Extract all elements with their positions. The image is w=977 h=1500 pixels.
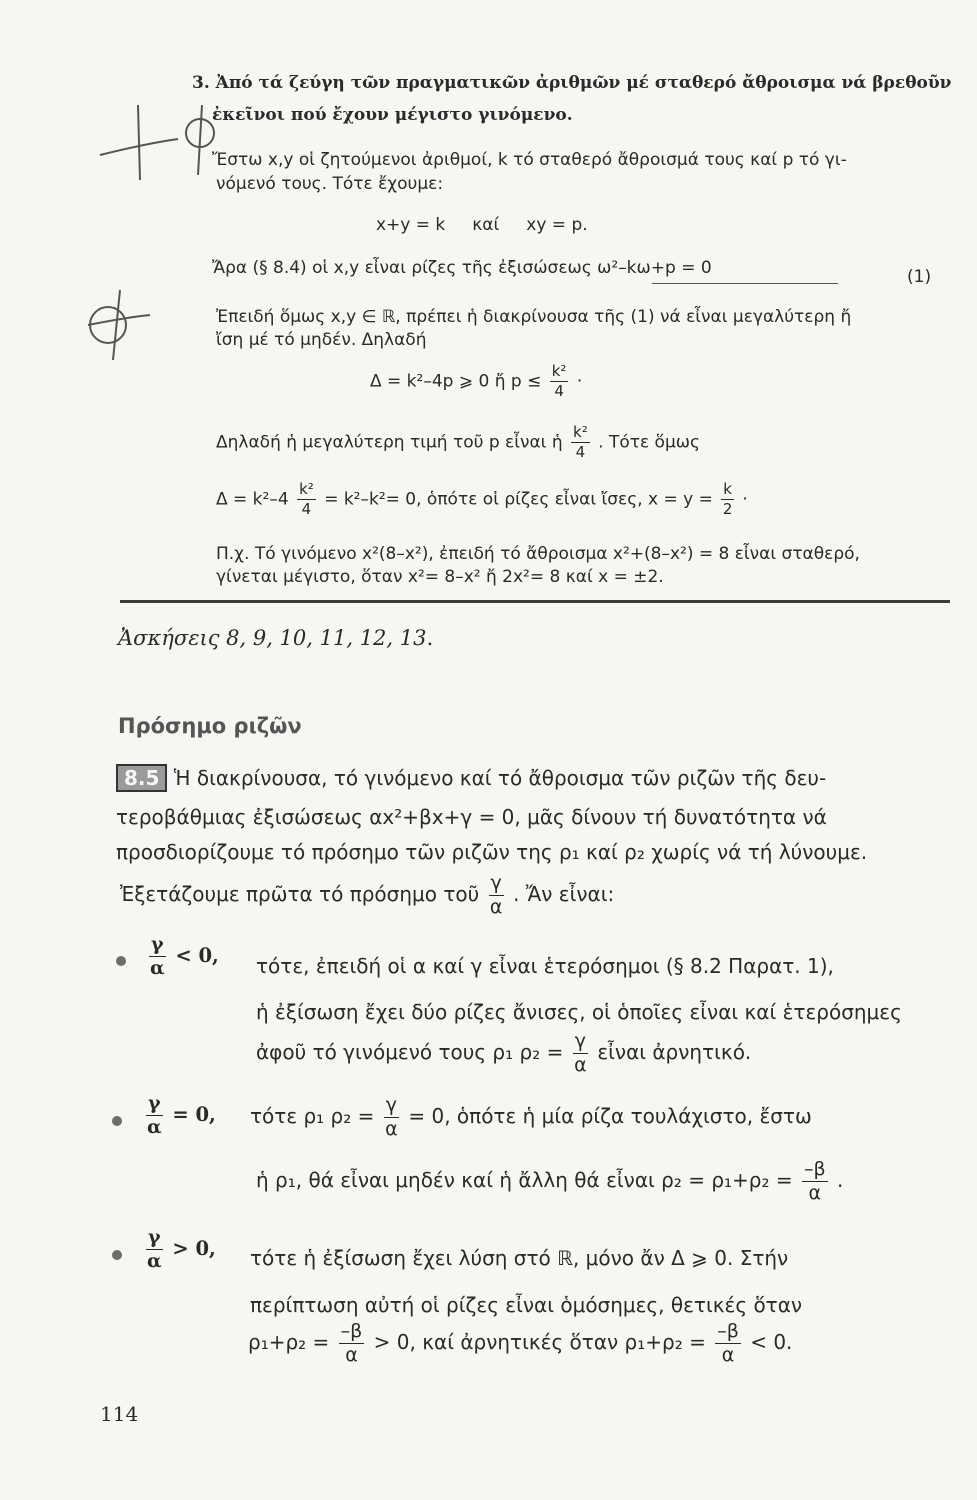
page-number: 114 (100, 1402, 139, 1426)
problem3-line3: Ἔστω x,y οἱ ζητούμενοι ἀριθμοί, k τό σταθερό ἄθροισμά τους καί p τό γι- (212, 150, 847, 170)
section-heading: Πρόσημο ριζῶν (118, 714, 302, 738)
section-para2: Ἐξετάζουμε πρῶτα τό πρόσημο τοῦ $\frac{\gamma}{\alpha}$ . Ἄν εἶναι: (120, 872, 615, 918)
section-para1-line3: προσδιορίζουμε τό πρόσημο τῶν ριζῶν της ρ₁ καί ρ₂ χωρίς νά τή λύνουμε. (116, 840, 868, 864)
case2-line1: τότε ρ₁ ρ₂ = $\frac{\gamma}{\alpha}$ = 0, ὁπότε ἡ μία ρίζα τουλάχιστο, ἔστω (250, 1094, 812, 1140)
exercises-reference: Ἀσκήσεις 8, 9, 10, 11, 12, 13. (118, 626, 434, 650)
example-line1: Π.χ. Τό γινόμενο x²(8–x²), ἐπειδή τό ἄθροισμα x²+(8–x²) = 8 εἶναι σταθερό, (216, 544, 860, 564)
problem3-line5: Ἄρα (§ 8.4) οἱ x,y εἶναι ρίζες τῆς ἐξισώσεως ω²–kω+p = 0 (212, 258, 712, 278)
case1-condition: $\frac{\gamma}{\alpha}$ < 0, (149, 933, 219, 979)
case1-line1: τότε, ἐπειδή οἱ α καί γ εἶναι ἑτερόσημοι (§ 8.2 Παρατ. 1), (256, 954, 834, 978)
section-para1-line2: τεροβάθμιας ἐξισώσεως αx²+βx+γ = 0, μᾶς δίνουν τή δυνατότητα νά (116, 805, 827, 829)
case2-condition: $\frac{\gamma}{\alpha}$ = 0, (146, 1092, 216, 1138)
bullet-case2 (112, 1116, 122, 1126)
case3-condition: $\frac{\gamma}{\alpha}$ > 0, (146, 1226, 216, 1272)
case2-line2: ἡ ρ₁, θά εἶναι μηδέν καί ἡ ἄλλη θά εἶναι ρ₂ = ρ₁+ρ₂ = $\frac{-\beta}{\alpha}$ . (256, 1158, 844, 1204)
problem3-line2: ἐκεῖνοι πού ἔχουν μέγιστο γινόμενο. (212, 105, 573, 125)
problem3-line1: 3. Ἀπό τά ζεύγη τῶν πραγματικῶν ἀριθμῶν μέ σταθερό ἄθροισμα νά βρεθοῦν (192, 73, 952, 93)
handwritten-mark-mid (78, 285, 158, 365)
problem3-line7: ἴση μέ τό μηδέν. Δηλαδή (216, 330, 427, 350)
equation-number-1: (1) (907, 267, 932, 287)
section-number-box: 8.5 (116, 764, 167, 792)
underline-stroke (652, 283, 838, 284)
problem3-line4: νόμενό τους. Τότε ἔχουμε: (216, 174, 444, 194)
section-para1-line1: 8.5 Ἡ διακρίνουσα, τό γινόμενο καί τό ἄθροισμα τῶν ριζῶν τῆς δευ- (116, 764, 826, 792)
equation-sum-product: x+y = k καί xy = p. (376, 215, 588, 235)
problem3-line6: Ἐπειδή ὅμως x,y ∈ ℝ, πρέπει ἡ διακρίνουσα τῆς (1) νά εἶναι μεγαλύτερη ἤ (216, 307, 852, 327)
problem3-line8: Δηλαδή ἡ μεγαλύτερη τιμή τοῦ p εἶναι ἡ $\frac{\text{k²}}{4}$ . Τότε ὅμως (216, 423, 700, 461)
handwritten-mark-top (90, 95, 220, 190)
bullet-case3 (112, 1250, 122, 1260)
case1-line3: ἀφοῦ τό γινόμενό τους ρ₁ ρ₂ = $\frac{\gamma}{\alpha}$ εἶναι ἀρνητικό. (256, 1030, 752, 1076)
case3-line3: ρ₁+ρ₂ = $\frac{-\beta}{\alpha}$ > 0, καί ἀρνητικές ὅταν ρ₁+ρ₂ = $\frac{-\beta}{\alpha}$ < 0. (248, 1320, 793, 1366)
case3-line2: περίπτωση αὐτή οἱ ρίζες εἶναι ὁμόσημες, θετικές ὅταν (250, 1293, 803, 1317)
equation-discriminant: Δ = k²–4p ⩾ 0 ἤ p ≤ $\frac{\text{k²}}{4}$ · (370, 362, 583, 400)
case1-line2: ἡ ἐξίσωση ἔχει δύο ρίζες ἄνισες, οἱ ὁποῖες εἶναι καί ἑτερόσημες (256, 1000, 902, 1024)
equation-delta-zero: Δ = k²–4 $\frac{\text{k²}}{4}$ = k²–k²= 0, ὁπότε οἱ ρίζες εἶναι ἴσες, x = y = $\frac{k}{2}$ · (216, 480, 748, 518)
case3-line1: τότε ἡ ἐξίσωση ἔχει λύση στό ℝ, μόνο ἄν Δ ⩾ 0. Στήν (250, 1246, 789, 1270)
example-line2: γίνεται μέγιστο, ὅταν x²= 8–x² ἤ 2x²= 8 καί x = ±2. (216, 567, 664, 587)
bullet-case1 (116, 956, 126, 966)
section-divider (120, 600, 950, 603)
